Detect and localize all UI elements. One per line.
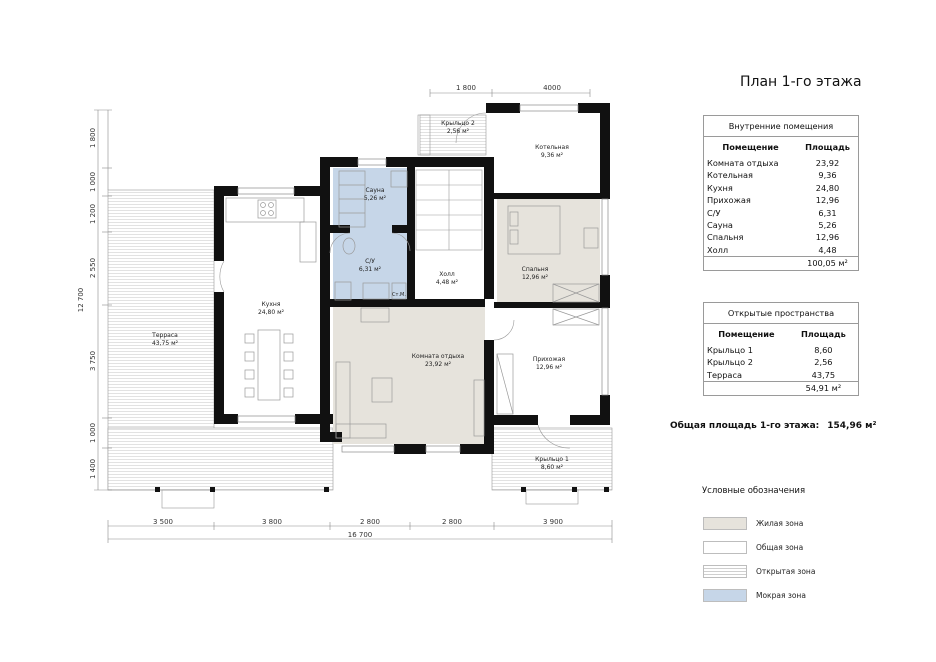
table-row [704, 169, 859, 181]
room-cell: Котельная [707, 170, 753, 181]
boiler-name: Котельная [535, 144, 569, 151]
legend-swatch-open [703, 565, 747, 578]
living-area: 23,92 м² [424, 361, 452, 368]
dim-bottom-4: 2 800 [441, 518, 463, 526]
legend-swatch-living [703, 517, 747, 530]
area-cell: 12,96 [815, 195, 840, 206]
dim-left-3: 1 200 [89, 203, 97, 225]
wc-area: 6,31 м² [358, 266, 382, 273]
area-cell: 5,26 [818, 220, 837, 231]
legend-swatch-common [703, 541, 747, 554]
internal-total: 100,05 м² [797, 257, 859, 270]
living-zone [333, 306, 485, 444]
dim-left-2: 1 000 [89, 171, 97, 193]
washer-label: Ст.М. [392, 292, 406, 298]
open-total: 54,91 м² [789, 382, 859, 395]
room-cell: Прихожая [707, 195, 751, 206]
room-cell: Крыльцо 2 [707, 357, 753, 368]
porch1-area: 8,60 м² [540, 464, 564, 471]
area-cell: 2,56 [814, 357, 833, 368]
porch1-name: Крыльцо 1 [535, 456, 569, 463]
entry-area: 12,96 м² [535, 364, 563, 371]
hall-name: Холл [439, 271, 455, 278]
total-area-value: 154,96 м² [827, 421, 877, 431]
dim-bottom-1: 3 500 [152, 518, 174, 526]
col-header-room: Помещение [722, 142, 779, 152]
page-title: План 1-го этажа [740, 74, 862, 90]
legend-title: Условные обозначения [702, 486, 806, 496]
dim-left-5: 3 750 [89, 350, 97, 372]
bedroom-area: 12,96 м² [521, 274, 549, 281]
terrace-deck-front [108, 428, 333, 490]
area-cell: 24,80 [815, 182, 840, 193]
stairs [416, 170, 482, 250]
table-total-row [704, 382, 859, 395]
dim-left-1: 1 800 [89, 127, 97, 149]
table-row [704, 356, 859, 368]
table-row [704, 207, 859, 219]
table-row [704, 344, 859, 356]
legend-label-open: Открытая зона [756, 567, 816, 576]
dim-top-1: 1 800 [455, 84, 477, 92]
legend-label-common: Общая зона [756, 543, 804, 552]
table-row [704, 244, 859, 257]
porch2-name: Крыльцо 2 [441, 120, 475, 127]
area-cell: 6,31 [818, 207, 837, 218]
kitchen-area: 24,80 м² [257, 309, 285, 316]
legend-swatch-wet [703, 589, 747, 602]
area-cell: 23,92 [815, 158, 840, 168]
open-spaces-table [703, 302, 859, 396]
col-header-area: Площадь [805, 142, 850, 152]
wc-name: С/У [365, 258, 375, 265]
dim-bottom-2: 3 800 [261, 518, 283, 526]
area-cell: 9,36 [818, 170, 837, 181]
internal-table-caption: Внутренние помещения [704, 116, 859, 137]
dim-left-7: 1 400 [89, 458, 97, 480]
col-header-area: Площадь [800, 329, 846, 339]
dim-bottom-3: 2 800 [359, 518, 381, 526]
room-cell: С/У [707, 207, 721, 218]
legend-label-wet: Мокрая зона [756, 591, 806, 600]
room-cell: Холл [707, 244, 729, 255]
room-cell: Комната отдыха [707, 158, 779, 168]
total-area-label: Общая площадь 1-го этажа: [670, 421, 820, 431]
table-row [704, 182, 859, 194]
entry-name: Прихожая [532, 356, 566, 363]
total-floor-area [670, 421, 876, 431]
room-cell: Крыльцо 1 [707, 345, 753, 355]
boiler-area: 9,36 м² [540, 152, 564, 159]
room-cell: Терраса [707, 369, 742, 380]
terrace-area: 43,75 м² [151, 340, 179, 347]
dim-left-total: 12 700 [77, 287, 85, 313]
internal-rooms-table [703, 115, 859, 271]
dim-left-4: 2 550 [89, 257, 97, 279]
table-row [704, 231, 859, 243]
area-cell: 12,96 [815, 232, 840, 243]
area-cell: 43,75 [811, 369, 836, 380]
room-cell: Кухня [707, 182, 733, 193]
dim-bottom-5: 3 900 [542, 518, 564, 526]
table-row [704, 369, 859, 382]
col-header-room: Помещение [718, 329, 775, 339]
porch2-area: 2,56 м² [446, 128, 470, 135]
table-row [704, 219, 859, 231]
sauna-name: Сауна [365, 187, 385, 194]
room-cell: Сауна [707, 220, 733, 231]
table-row [704, 157, 859, 169]
table-row [704, 194, 859, 206]
dim-left-6: 1 000 [89, 422, 97, 444]
open-table-caption: Открытые пространства [704, 303, 859, 324]
legend-label-living: Жилая зона [756, 519, 804, 528]
room-cell: Спальня [707, 232, 744, 243]
area-cell: 4,48 [818, 244, 837, 255]
table-total-row [704, 257, 859, 270]
dim-bottom-total: 16 700 [347, 531, 373, 539]
area-cell: 8,60 [814, 345, 833, 355]
bedroom-name: Спальня [521, 266, 549, 273]
terrace-name: Терраса [152, 332, 178, 339]
dim-top-2: 4000 [543, 84, 561, 92]
hall-area: 4,48 м² [435, 279, 459, 286]
living-name: Комната отдыха [411, 353, 465, 360]
kitchen-name: Кухня [261, 301, 281, 308]
sauna-area: 5,26 м² [363, 195, 387, 202]
